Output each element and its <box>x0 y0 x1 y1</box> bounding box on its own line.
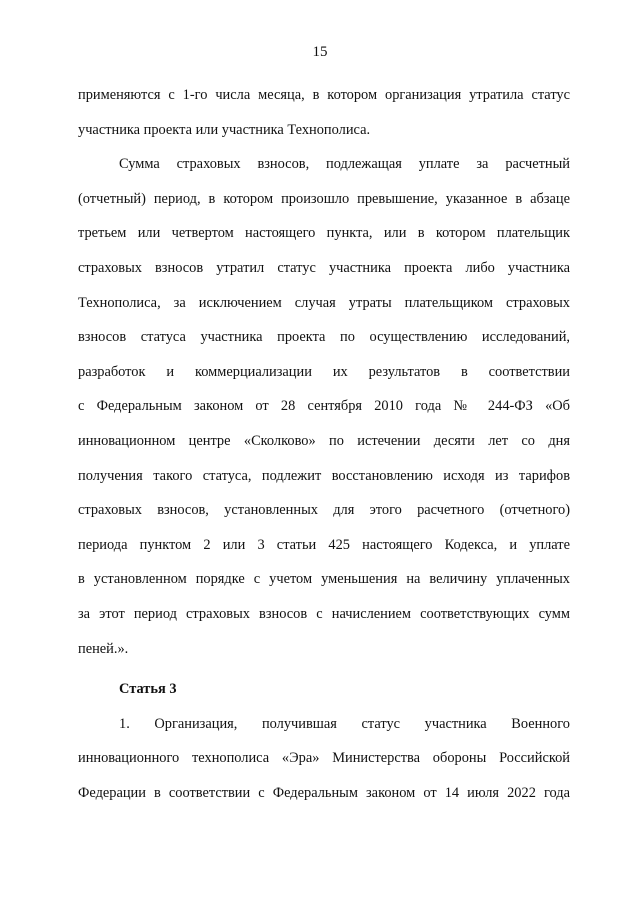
text-line: с Федеральным законом от 28 сентября 2010 года № 244-ФЗ «Об <box>78 398 570 415</box>
text-line: периода пунктом 2 или 3 статьи 425 настоящего Кодекса, и уплате <box>78 536 570 553</box>
text-line: (отчетный) период, в котором произошло превышение, указанное в абзаце <box>78 190 570 207</box>
text-line: за этот период страховых взносов с начислением соответствующих сумм <box>78 605 570 622</box>
document-body <box>78 78 570 810</box>
text-line: применяются с 1-го числа месяца, в котором организация утратила статус <box>78 87 570 103</box>
text-line: инновационном центре «Сколково» по истечении десяти лет со дня <box>78 432 570 449</box>
text-line: 1. Организация, получившая статус участника Военного <box>119 715 570 732</box>
paragraph-continuation <box>78 78 570 147</box>
text-line: получения такого статуса, подлежит восстановлению исходя из тарифов <box>78 467 570 484</box>
text-line: разработок и коммерциализации их результатов в соответствии <box>78 363 570 380</box>
text-line: участника проекта или участника Технополиса. <box>78 121 371 138</box>
text-line: третьем или четвертом настоящего пункта, или в котором плательщик <box>78 225 570 242</box>
page-number: 15 <box>312 44 328 60</box>
text-line: страховых взносов, установленных для этого расчетного (отчетного) <box>78 502 570 519</box>
text-line: в установленном порядке с учетом уменьшения на величину уплаченных <box>78 571 570 588</box>
text-line: Сумма страховых взносов, подлежащая уплате за расчетный <box>119 156 570 173</box>
text-line: инновационного технополиса «Эра» Министерства обороны Российской <box>78 750 570 767</box>
text-line: пеней.». <box>78 640 129 657</box>
text-line: Технополиса, за исключением случая утраты плательщиком страховых <box>78 294 570 311</box>
paragraph-insurance-sum <box>78 147 570 666</box>
paragraph-article-3-item-1 <box>78 707 570 811</box>
text-line: Федерации в соответствии с Федеральным законом от 14 июля 2022 года <box>78 784 570 801</box>
text-line: взносов статуса участника проекта по осуществлению исследований, <box>78 329 570 346</box>
text-line: страховых взносов утратил статус участника проекта либо участника <box>78 259 570 276</box>
article-heading: Статья 3 <box>119 681 177 698</box>
